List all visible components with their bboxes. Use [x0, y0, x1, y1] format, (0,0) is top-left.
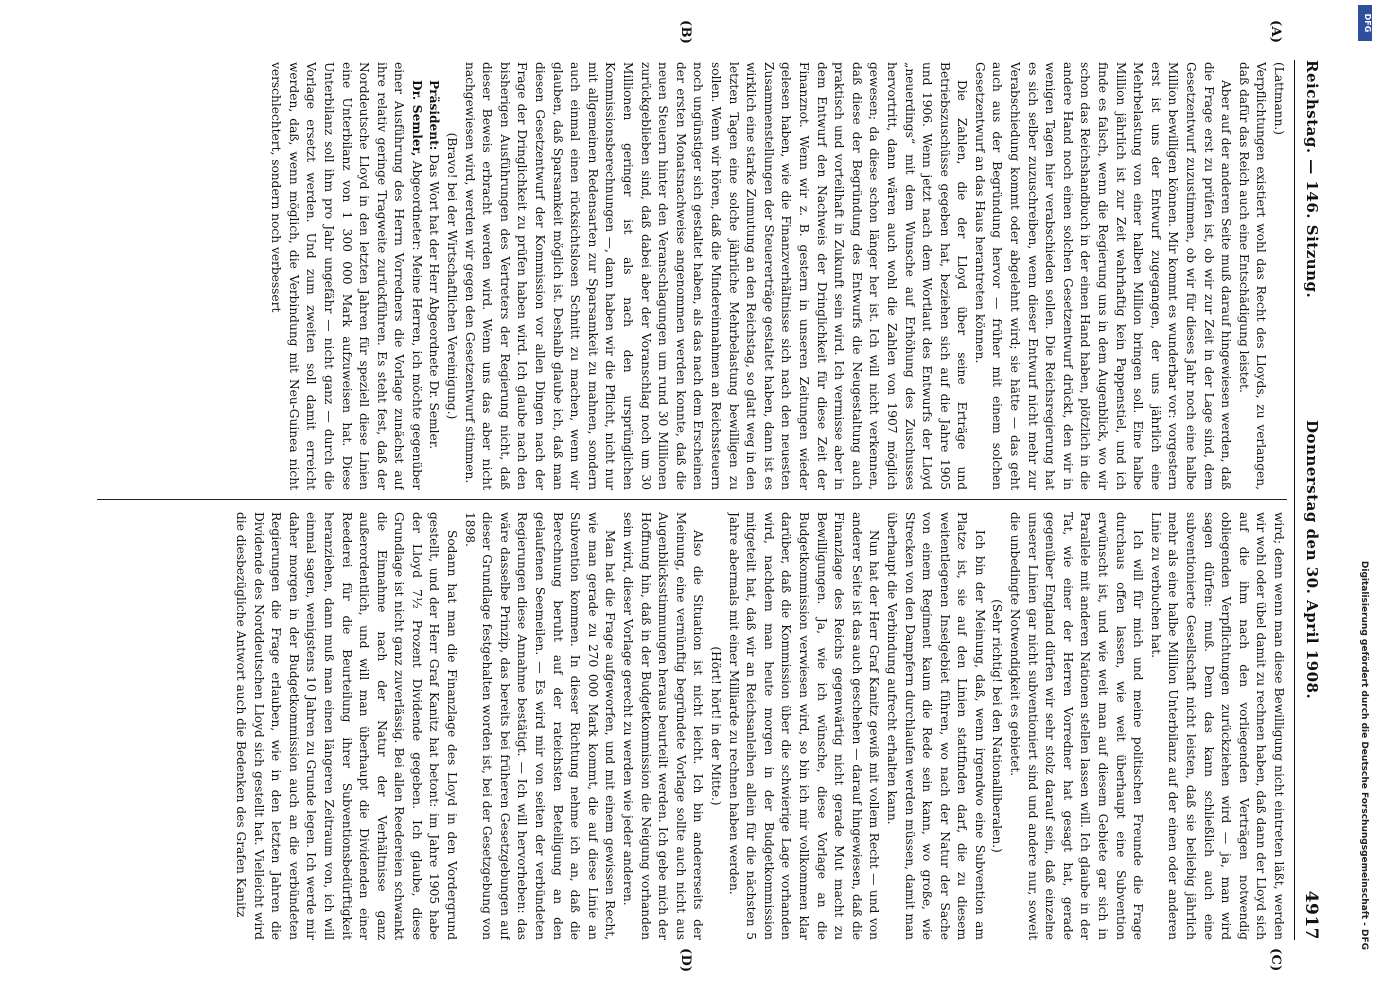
- page-number: 4917: [1301, 890, 1321, 940]
- right-column: [87, 512, 1287, 940]
- digitization-footer: [1345, 0, 1383, 1000]
- paragraph: Man hat die Frage aufgeworfen, und mit einem gewissen Recht, wie man gerade zu 270 000 Mark kommt, die auf diese Linie an Subvention kommen. In dieser Richtung nehme ich an, daß die Berechnung beruht auf der rateichsten Beteiligung an den gelaufenen Seemeilen. — Es wird mir von seiten der verbündeten Regierungen diese Annahme bestätigt. — Ich will hervorheben: das wäre dasselbe Prinzip, das bereits bei früheren Gesetzgebungen auf dieser Grundlage festgehalten worden ist, bei der Gesetzgebung von 1898.: [462, 512, 618, 940]
- paragraph: Aber auf der anderen Seite muß darauf hingewiesen werden, daß die Frage erst zu prüfen ist, ob wir zur Zeit in der Lage sind, dem Gesetzentwurf zuzustimmen, ob wir für dieses Jahr noch eine halbe Million bewilligen können. Mir kommt es wunderbar vor: vorgestern erst ist uns der Entwurf zugegangen, der uns jährlich eine Mehrbelastung von einer halben Million bringen soll. Eine halbe Million jährlich ist zur Zeit wahrhaftig kein Pappenstiel, und ich finde es falsch, wenn die Regierung uns in dem Augenblick, wo wir schon das Reichshandbuch in der einen Hand haben, plötzlich in die andere Hand noch einen solchen Gesetzentwurf drückt, den wir in wenigen Tagen hier verabschieden sollen. Die Reichsregierung hat es sich selber zuzuschreiben, wenn dieser Entwurf nicht mehr zur Verabschiedung kommt oder abgelehnt wird; sie hätte — das geht auch aus der Begründung hervor — früher mit einem solchen Gesetzentwurf an das Haus herantreten können.: [972, 62, 1234, 490]
- digitization-note: Digitalisierung gefördert durch die Deutsche Forschungsgemeinschaft - DFG: [1359, 560, 1369, 950]
- paragraph: Also die Situation ist nicht leicht. Ich bin andererseits der Meinung, eine vernünftig begründete Vorlage sollte auch nicht aus Augenblicksstimmungen heraus beurteilt werden. Ich gebe mich der Hoffnung hin, daß in der Budgetkommission die Neigung vorhanden sein wird, dieser Vorlage gerecht zu werden wie jeder anderen.: [621, 512, 706, 940]
- president-label: Präsident:: [427, 80, 442, 151]
- president-text: Das Wort hat der Herr Abgeordnete Dr. Semler.: [427, 154, 442, 450]
- speech-text: Meine Herren, ich möchte gegenüber einer Ausführung des Herrn Vorredners die Vorlage zunächst auf ihre relativ geringe Tragweite zurückführen. Es steht fest, daß der Norddeutsche Lloyd in den letzten Jahren für speziell diese Linien eine Unterbilanz von 1 300 000 Mark aufzuweisen hat. Diese Unterbilanz soll ihm pro Jahr ungefähr — nicht ganz — durch die Vorlage ersetzt werden. Und zum zweiten soll damit erreicht werden, daß, wenn möglich, die Verbindung mit Neu-Guinea nicht verschlechtert, sondern noch verbessert: [269, 62, 424, 490]
- paragraph: Sodann hat man die Finanzlage des Lloyd in den Vordergrund gestellt, und der Herr Graf Kanitz hat betont: im Jahre 1905 habe der Lloyd 7½ Prozent Dividende gegeben. Ich glaube, diese Grundlage ist nicht ganz zuverlässig. Bei allen Reedereien schwankt die Einnahme nach der Natur der Verhältnisse ganz außerordentlich, und will man überhaupt die Dividenden einer Reederei für die Beurteilung ihrer Subventionsbedürftigkeit heranziehen, dann muß man einen längeren Zeitraum von, ich will einmal sagen, wenigstens 10 Jahren zu Grunde legen. Ich werde mir daher morgen in der Budgetkommission auch an die verbündeten Regierungen die Frage erlauben, wie in den letzten Jahren die Dividende des Norddeutschen Lloyd sich gestellt hat. Vielleicht wird die diesbezügliche Antwort auch die Bedenken des Grafen Kanitz: [233, 512, 460, 940]
- page-header: [1293, 60, 1333, 940]
- paragraph: Die Zahlen, die der Lloyd über seine Erträge und Betriebszuschüsse gegeben hat, beziehen sich auf die Jahre 1905 und 1906. Wenn jetzt nach dem Wortlaut des Entwurfs der Lloyd „neuerdings“ mit dem Wunsche auf Erhöhung des Zuschusses hervortritt, dann wären auch wohl die Zahlen von 1907 möglich gewesen; da diese schon länger her ist. Ich will nicht verkennen, daß diese der Begründung des Entwurfs die Neugestaltung auch praktisch und vorteilhaft in Zukunft sein wird. Ich vermisse aber in dem Entwurf den Nachweis der Dringlichkeit für diese Zeit der Finanznot. Wenn wir z. B. gestern in unseren Zeitungen wieder gelesen haben, wie die Finanzverhältnisse sich nach den neuesten Zusammenstellungen der Steuererträge gestaltet haben, dann ist es wirklich eine starke Zumutung an den Reichstag, so glatt weg in den letzten Tagen eine solche jährliche Mehrbelastung bewilligen zu sollen. Wenn wir hören, daß die Mindereinnahmen an Reichssteuern noch ungünstiger sich gestaltet haben, als das nach dem Erscheinen der ersten Monatsnachweise angenommen werden konnte, daß die neuen Steuern hinter den Veranschlagungen um rund 30 Millionen zurückgeblieben sind, daß dabei aber der Voranschlag noch um 30 Millionen geringer ist als nach den ursprünglichen Kommissionsberechnungen —, dann haben wir die Pflicht, nicht nur mit allgemeinen Redensarten zur Sparsamkeit zu mahnen, sondern auch einmal einen rücksichtslosen Schnitt zu machen, wenn wir glauben, daß Sparsamkeit möglich ist. Deshalb glaube ich, daß man diesen Gesetzentwurf der Kommission vor allen Dingen nach der Frage der Dringlichkeit zu prüfen haben wird. Ich glaube nach den bisherigen Ausführungen des Vertreters der Regierung nicht, daß dieser Beweis erbracht werden wird. Wenn uns das aber nicht nachgewiesen wird, werden wir gegen den Gesetzentwurf stimmen.: [462, 62, 970, 490]
- column-divider: [97, 499, 1287, 500]
- speaker-tag: (Lattmann.): [1272, 62, 1286, 136]
- interjection: (Sehr richtig! bei den Nationalliberalen.): [990, 599, 1005, 853]
- dfg-logo: [1358, 5, 1372, 41]
- margin-mark-d: (D): [678, 948, 693, 973]
- margin-mark-c: (C): [1268, 948, 1283, 972]
- paragraph: Ich will für mich und meine politischen Freunde die Frage durchaus offen lassen, wie weit überhaupt eine Subvention erwünscht ist, und wie weit man auf diesem Gebiete gar sich in Parallele mit anderen Nationen stellen lassen will. Ich glaube in der Tat, wie einer der Herren Vorredner hat gesagt hat, gerade gegenüber England dürfen wir sehr stolz darauf sein, daß einzelne unserer Linien gar nicht subventioniert sind und andere nur, soweit die unbedingte Notwendigkeit es gebietet.: [1008, 512, 1146, 940]
- speaker-role: Abgeordneter:: [409, 160, 424, 251]
- margin-mark-b: (B): [678, 20, 693, 45]
- dfg-logo-text: DFG: [1363, 13, 1372, 33]
- president-statement: [425, 62, 443, 490]
- paragraph: Ich bin der Meinung, daß, wenn irgendwo eine Subvention am Platze ist, sie auf den Linien stattfinden darf, die zu diesem weitentlegenen Inselgebiet führen, wo nach der Natur der Sache von einem Regiment kaum die Rede sein kann, wo große, wie Strecken von den Dampfern durchlaufen werden müssen, damit man überhaupt die Verbindung aufrecht erhalten kann.: [884, 512, 987, 940]
- paragraph: Verpflichtungen existiert wohl das Recht des Lloyds, zu verlangen, daß dafür das Reich auch eine Entschädigung leistet.: [1236, 62, 1269, 490]
- paragraph: wird; denn wenn man diese Bewilligung nicht eintreten läßt, werden wir wohl oder übel damit zu rechnen haben, daß dann der Lloyd sich auf die ihm nach den vorliegenden Verträgen notwendig obliegenden Verpflichtungen zurückziehen wird — ja, man wird sagen dürfen: muß. Denn das kann schließlich auch eine subventionierte Gesellschaft nicht leisten, daß sie beliebig jährlich mehr als eine halbe Million Unterbilanz auf der einen oder anderen Linie zu verbuchen hat.: [1148, 512, 1286, 940]
- margin-mark-a: (A): [1268, 20, 1283, 44]
- interjection: (Bravo! bei der Wirtschaftlichen Vereinigung.): [445, 132, 460, 420]
- paragraph: Nun hat der Herr Graf Kanitz gewiß mit vollem Recht — und von anderer Seite ist das auch geschehen — darauf hingewiesen, daß die Finanzlage des Reichs gegenwärtig nicht gerade Mut macht zu Bewilligungen. Ja, wie ich wünsche, diese Vorlage an die Budgetkommission verwiesen wird, so bin ich mir vollkommen klar darüber, daß die Kommission über die schwierige Lage vorhanden wird, nachdem man heute morgen in der Budgetkommission mitgeteilt hat, daß wir an Reichsanleihen allein für die nächsten 5 Jahre abermals mit einer Milliarde zu rechnen haben werden.: [726, 512, 882, 940]
- header-session: Reichstag. — 146. Sitzung.: [1303, 60, 1321, 299]
- left-column: [87, 62, 1287, 490]
- speaker-label: Dr. Semler,: [409, 80, 424, 157]
- interjection: (Hört! hört! in der Mitte.): [709, 646, 723, 806]
- header-date: Donnerstag den 30. April 1908.: [1303, 420, 1321, 700]
- speech-start: [267, 62, 425, 490]
- header-rule: [1294, 60, 1295, 940]
